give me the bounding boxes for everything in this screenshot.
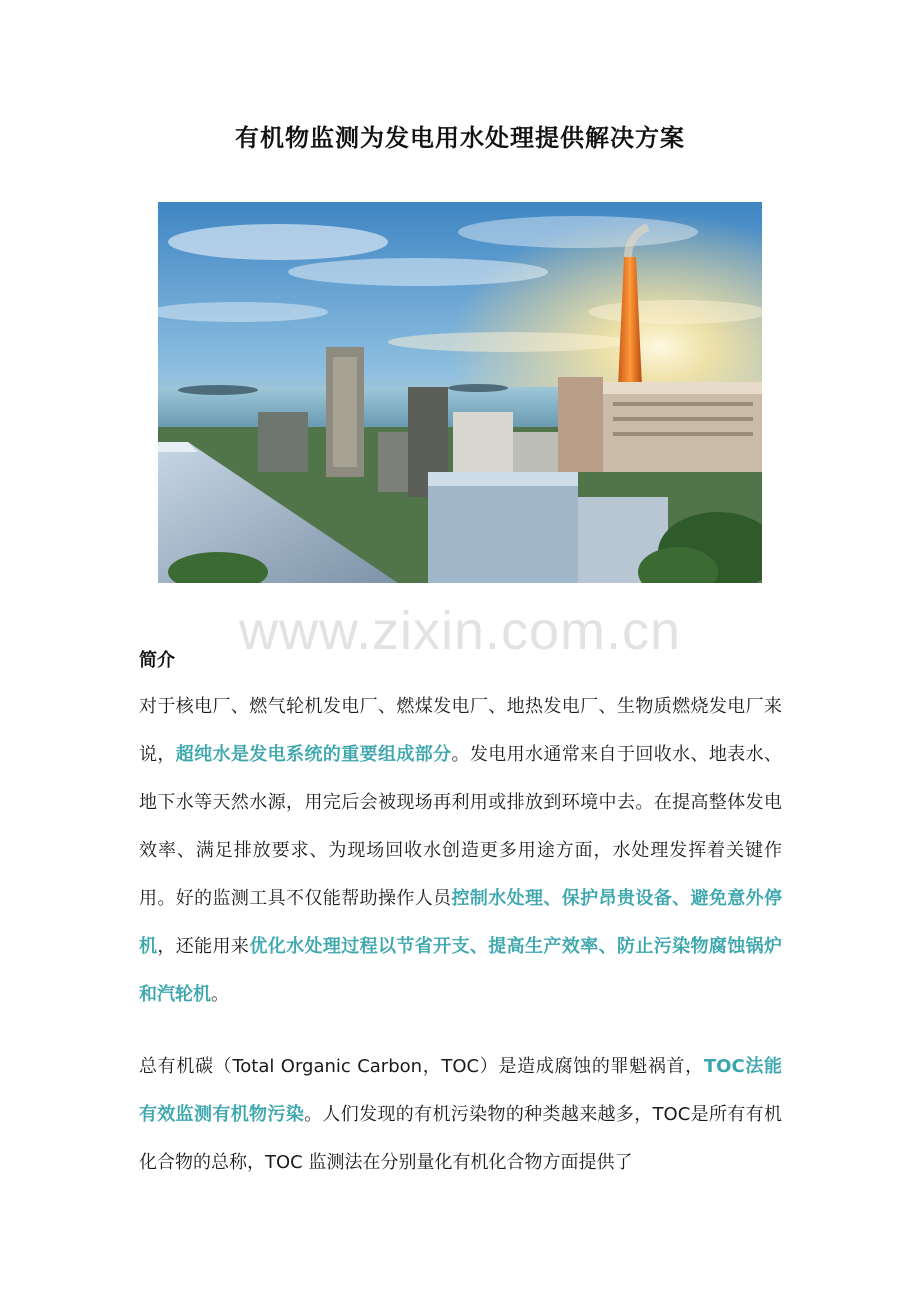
highlighted-text: 控制水处理、保护昂贵设备、避免意外停机 bbox=[139, 888, 782, 957]
watermark: www.zixin.com.cn bbox=[238, 601, 682, 661]
toc-paragraph bbox=[139, 1043, 782, 1187]
power-plant-photo bbox=[158, 202, 762, 583]
highlighted-text: 超纯水是发电系统的重要组成部分 bbox=[175, 744, 452, 765]
paragraph-text: 总有机碳（Total Organic Carbon，TOC）是造成腐蚀的罪魁祸首， bbox=[139, 1056, 704, 1077]
paragraph-text: 。人们发现的有机污染物的种类越来越多，TOC是所有有机化合物的总称，TOC 监测法在分别量化有机化合物方面提供了 bbox=[139, 1104, 783, 1173]
paragraph-text: ，还能用来 bbox=[157, 936, 250, 957]
section-heading: 简介 bbox=[139, 650, 175, 671]
paragraph-text: 对于核电厂、燃气轮机发电厂、燃煤发电厂、地热发电厂、生物质燃烧发电厂来说， bbox=[139, 696, 782, 765]
highlighted-text: 优化水处理过程以节省开支、提高生产效率、防止污染物腐蚀锅炉和汽轮机 bbox=[139, 936, 783, 1005]
paragraph-text: 。 bbox=[211, 984, 229, 1005]
intro-paragraph bbox=[139, 683, 782, 1019]
document-title: 有机物监测为发电用水处理提供解决方案 bbox=[235, 124, 685, 152]
paragraph-text: 。发电用水通常来自于回收水、地表水、地下水等天然水源，用完后会被现场再利用或排放到环境中去。在提高整体发电效率、满足排放要求、为现场回收水创造更多用途方面，水处理发挥着关键作用。好的监测工具不仅能帮助操作人员 bbox=[139, 744, 782, 909]
highlighted-text: TOC法能有效监测有机物污染 bbox=[139, 1056, 782, 1125]
